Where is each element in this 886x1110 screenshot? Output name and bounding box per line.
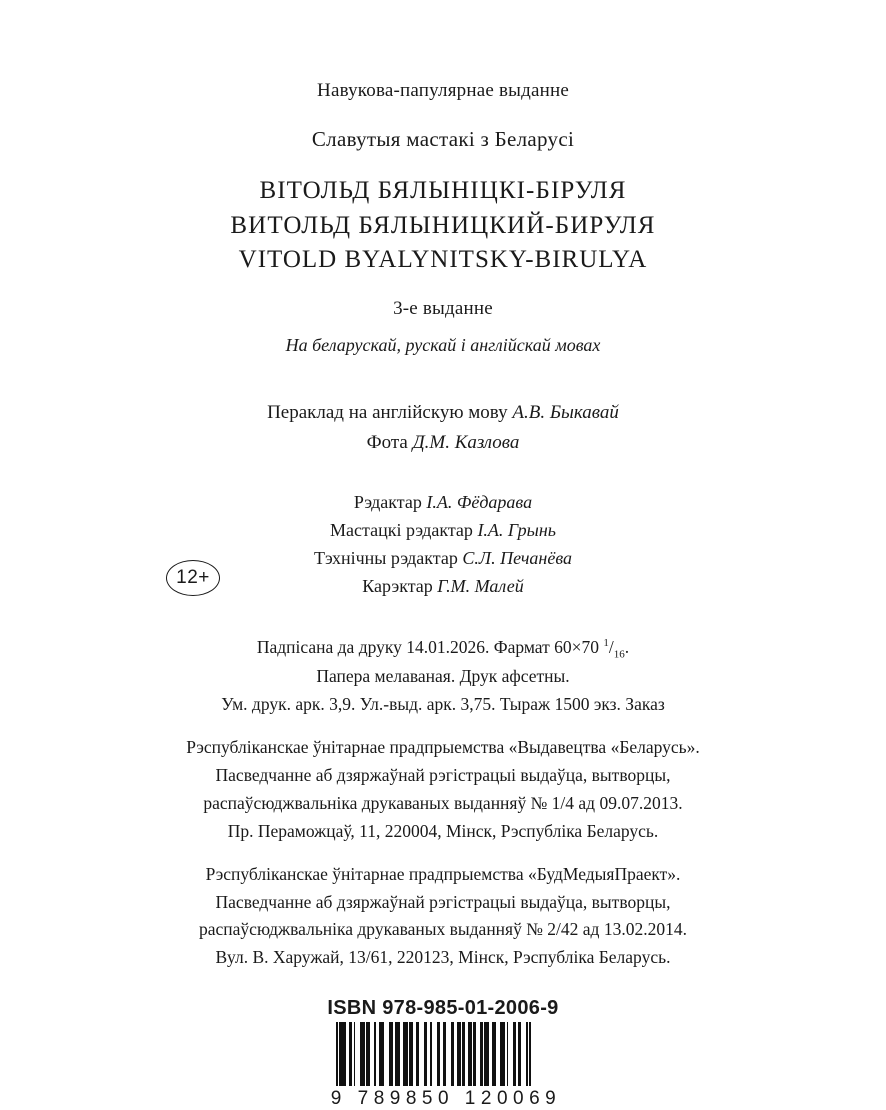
translation-label: Пераклад на англійскую мову (267, 401, 508, 423)
title-belarusian: ВІТОЛЬД БЯЛЫНІЦКІ-БІРУЛЯ (259, 177, 627, 204)
credits-primary (0, 398, 886, 460)
series-label: Навукова-папулярнае выданне (317, 80, 569, 101)
print-line-3: Ум. друк. арк. 3,9. Ул.-выд. арк. 3,75. Тыраж 1500 экз. Заказ (221, 694, 665, 715)
barcode-digits: 9 789850 120069 (330, 1088, 562, 1110)
proofreader-label: Карэктар (362, 575, 433, 596)
imprint-block (0, 635, 886, 972)
fraction-denominator: 16 (613, 648, 625, 661)
tech-editor-name: С.Л. Печанёва (462, 547, 573, 568)
proofreader-credit (0, 573, 886, 601)
publisher1-line-3: распаўсюджвальніка друкаваных выданняў № 1/4 ад 09.07.2013. (203, 792, 683, 813)
edition-statement: 3-е выданне (393, 297, 493, 319)
publisher1-address: Пр. Пераможцаў, 11, 220004, Мінск, Рэспубліка Беларусь. (227, 820, 659, 841)
isbn-barcode-area (0, 997, 886, 1110)
editor-label: Рэдактар (353, 492, 422, 513)
tech-editor-label: Тэхнічны рэдактар (313, 547, 458, 568)
publisher2-address: Вул. В. Харужай, 13/61, 220123, Мінск, Рэспубліка Беларусь. (215, 947, 671, 968)
translation-credit (0, 398, 886, 429)
publisher1-line-2: Пасведчанне аб дзяржаўнай рэгістрацыі выдаўца, вытворцы, (215, 765, 671, 786)
isbn-text: ISBN 978-985-01-2006-9 (327, 997, 559, 1020)
title-russian: ВИТОЛЬД БЯЛЫНИЦКИЙ-БИРУЛЯ (230, 211, 656, 239)
series-title: Славутыя мастакі з Беларусі (311, 127, 575, 151)
languages-statement: На беларускай, рускай і англійскай мовах (285, 334, 601, 355)
art-editor-name: І.А. Грынь (477, 519, 556, 540)
publisher2-line-3: распаўсюджвальніка друкаваных выданняў № 2/42 ад 13.02.2014. (199, 919, 687, 940)
editor-name: І.А. Фёдарава (426, 492, 533, 513)
art-editor-credit (0, 517, 886, 545)
credits-editorial (0, 489, 886, 601)
print-line-2: Папера мелаваная. Друк афсетны. (316, 666, 570, 687)
publisher2-line-2: Пасведчанне аб дзяржаўнай рэгістрацыі выдаўца, вытворцы, (215, 891, 671, 912)
print-signed-text: Падпісана да друку 14.01.2026. Фармат 60×70 (256, 636, 604, 657)
photo-name: Д.М. Казлова (412, 432, 520, 454)
art-editor-label: Мастацкі рэдактар (330, 519, 473, 540)
proofreader-name: Г.М. Малей (437, 575, 524, 596)
format-fraction: $^1/_{16}$ (603, 636, 625, 661)
photo-credit (0, 428, 886, 459)
barcode-image (336, 1022, 550, 1086)
fraction-numerator: 1 (603, 636, 609, 649)
title-english: VITOLD BYALYNITSKY-BIRULYA (238, 246, 648, 273)
print-line-1 (0, 635, 886, 663)
photo-label: Фота (366, 432, 408, 454)
print-line-1-end: . (624, 636, 630, 657)
age-rating-badge: 12+ (166, 560, 220, 596)
tech-editor-credit (0, 545, 886, 573)
publisher2-line-1: Рэспубліканскае ўнітарнае прадпрыемства «БудМедыяПраект». (205, 863, 681, 884)
editor-credit (0, 489, 886, 517)
publisher1-line-1: Рэспубліканскае ўнітарнае прадпрыемства «Выдавецтва «Беларусь». (186, 737, 700, 758)
translation-name: А.В. Быкавай (512, 401, 619, 423)
